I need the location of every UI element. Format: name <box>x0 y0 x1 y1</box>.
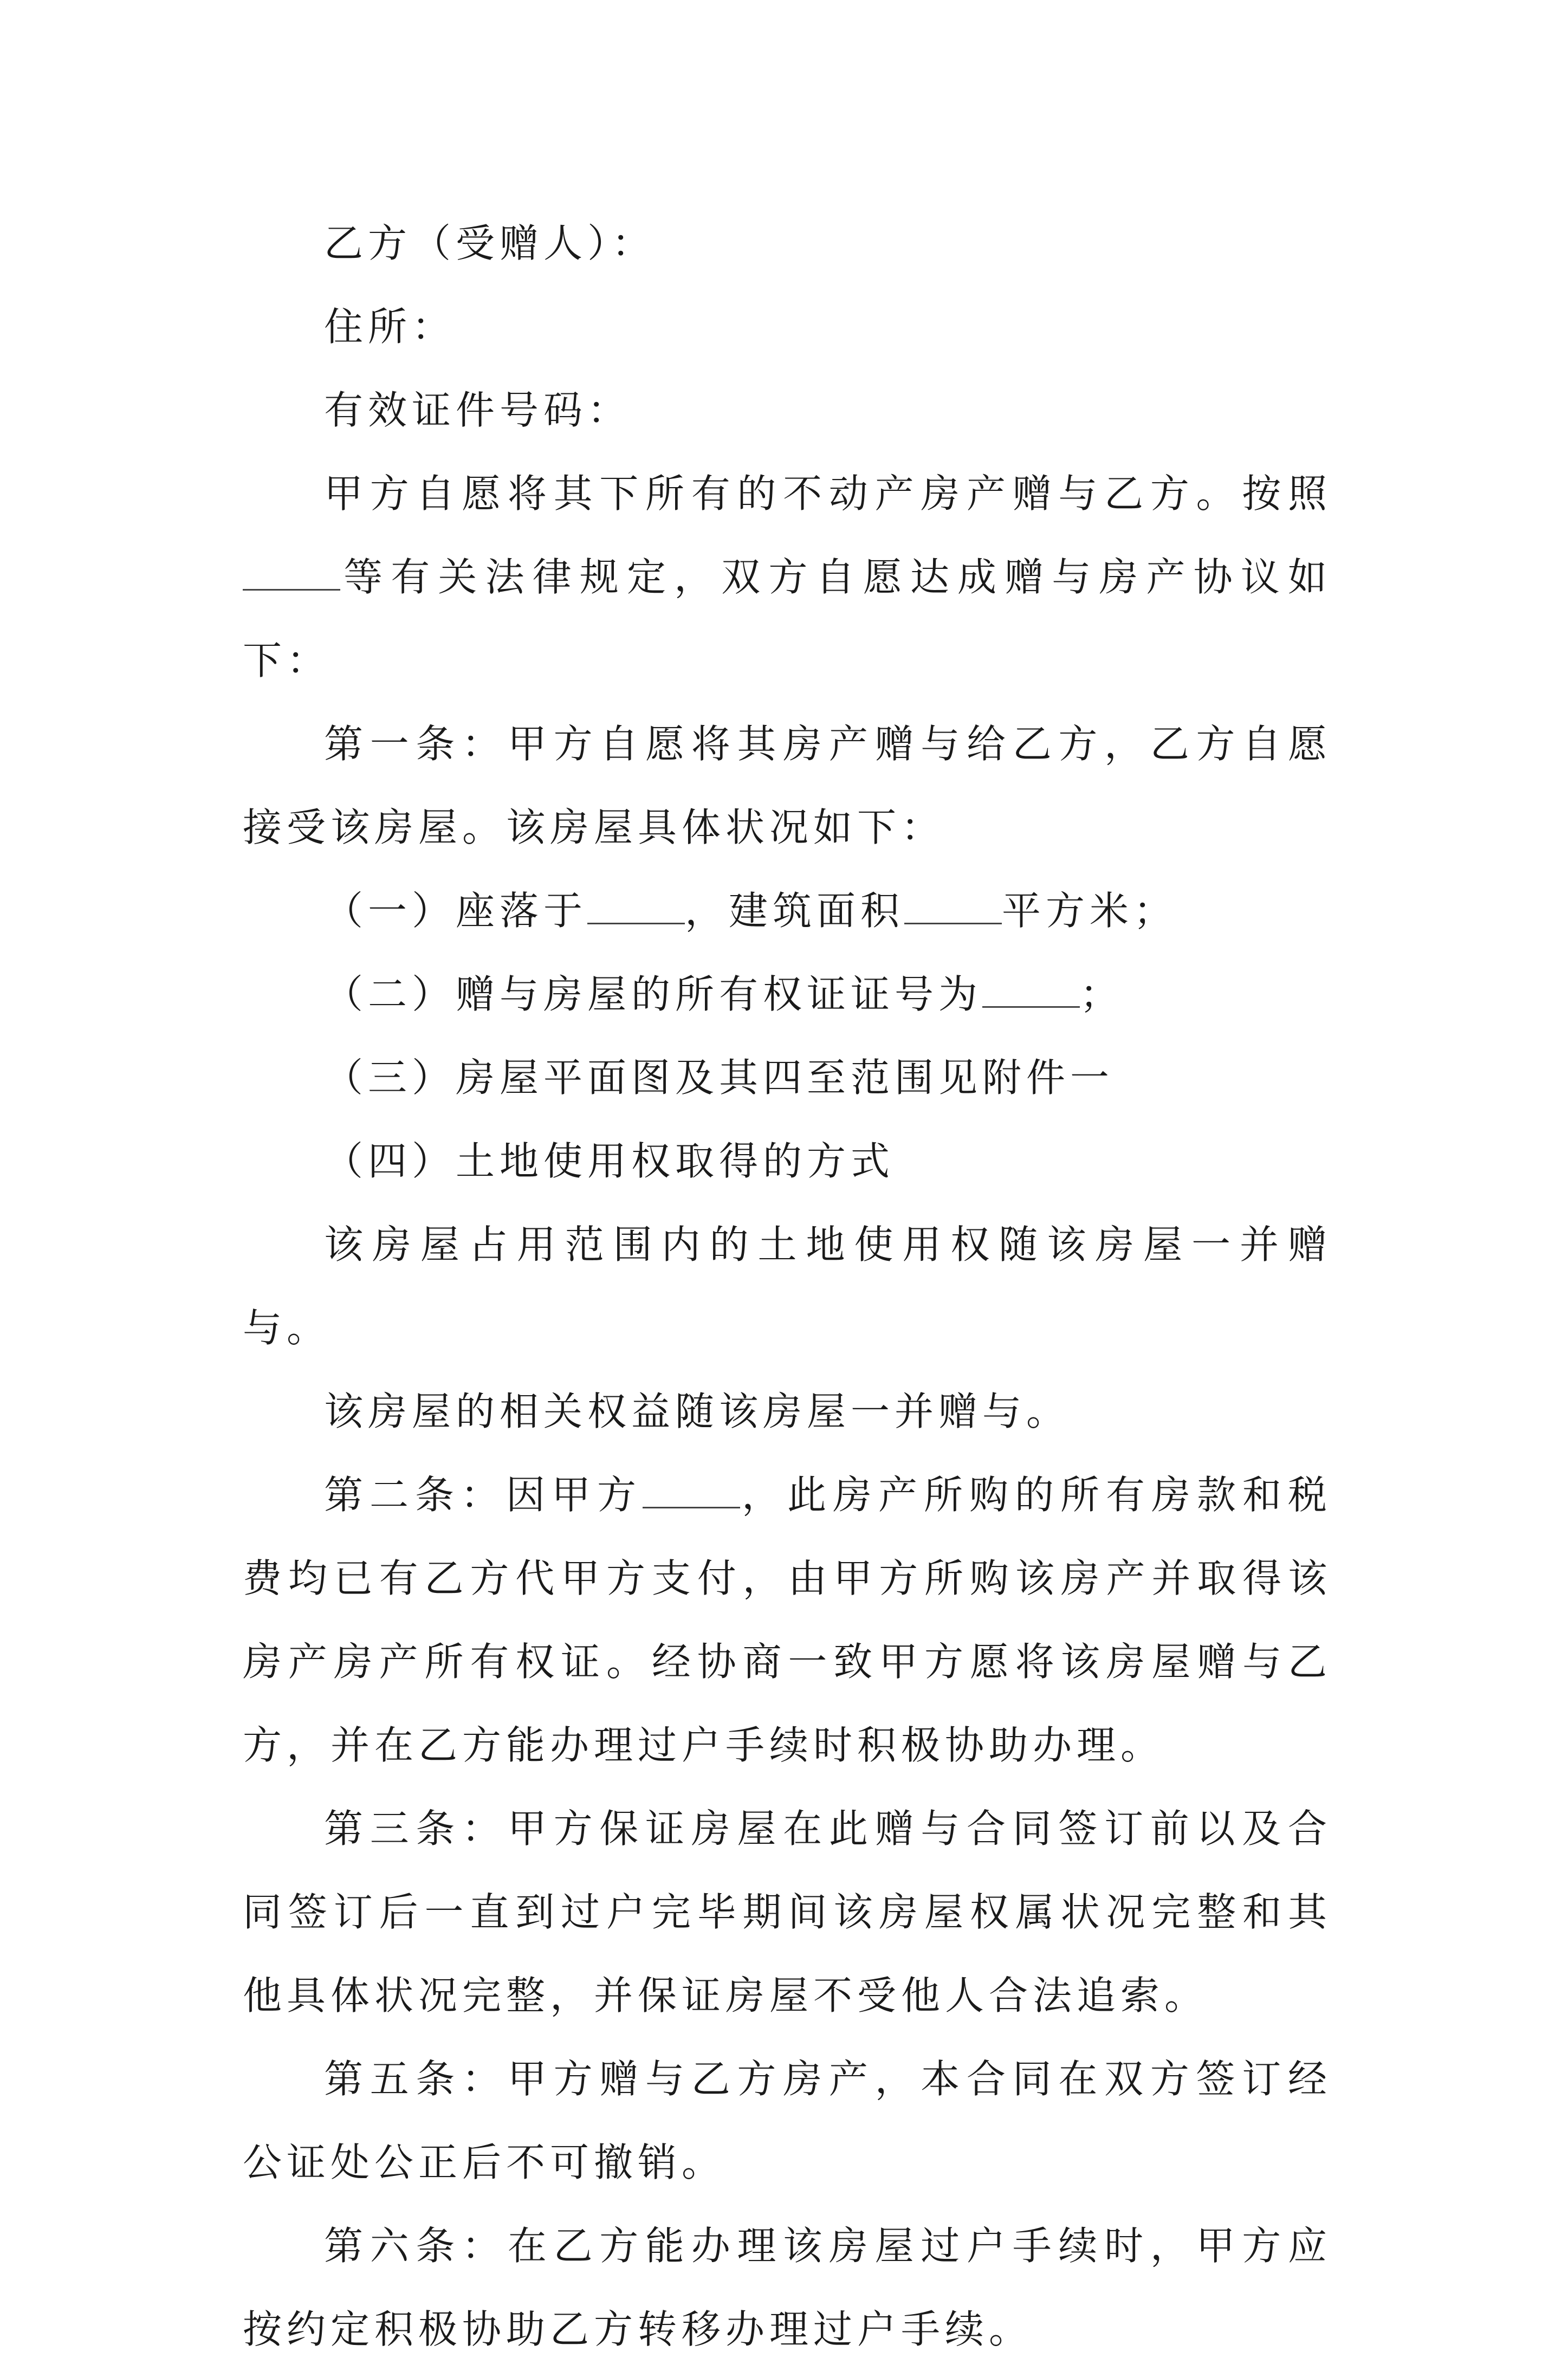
land-use-text: 该房屋占用范围内的土地使用权随该房屋一并赠与。 <box>243 1222 1332 1351</box>
address-label <box>243 285 1332 368</box>
preamble-text-a: 甲方自愿将其下所有的不动产房产赠与乙方。按照 <box>324 471 1332 516</box>
article-1-text: 第一条：甲方自愿将其房产赠与给乙方，乙方自愿接受该房屋。该房屋具体状况如下： <box>243 721 1332 850</box>
contract-body <box>243 202 1332 2371</box>
article-2-text-b: ，此房产所购的所有房款和税费均已有乙方代甲方支付，由甲方所购该房产并取得该房产房产所有权证。经协商一致甲方愿将该房屋赠与乙方，并在乙方能办理过户手续时积极协助办理。 <box>243 1472 1332 1768</box>
certificate-blank <box>982 974 1080 1008</box>
item-1-text-b: ，建筑面积 <box>685 888 905 934</box>
party-b-label <box>243 202 1332 285</box>
land-use-paragraph <box>243 1203 1332 1370</box>
rights-paragraph <box>243 1370 1332 1453</box>
item-2 <box>243 953 1332 1036</box>
rights-text: 该房屋的相关权益随该房屋一并赠与。 <box>324 1389 1071 1434</box>
law-blank <box>243 556 340 591</box>
item-2-text-a: （二）赠与房屋的所有权证证号为 <box>324 971 983 1017</box>
id-number-label <box>243 368 1332 452</box>
item-2-text-b: ； <box>1080 971 1124 1017</box>
article-2 <box>243 1453 1332 1787</box>
article-5-text: 第五条：甲方赠与乙方房产，本合同在双方签订经公证处公正后不可撤销。 <box>243 2056 1332 2185</box>
area-blank <box>904 890 1002 924</box>
item-1-text-a: （一）座落于 <box>324 888 588 934</box>
item-4 <box>243 1119 1332 1203</box>
address-text: 住所： <box>324 304 456 349</box>
article-6 <box>243 2204 1332 2371</box>
article-6-text: 第六条：在乙方能办理该房屋过户手续时，甲方应按约定积极协助乙方转移办理过户手续。 <box>243 2223 1332 2352</box>
preamble-paragraph <box>243 452 1332 702</box>
party-b-text: 乙方（受赠人）： <box>324 221 656 266</box>
id-number-text: 有效证件号码： <box>324 387 632 433</box>
article-5 <box>243 2037 1332 2204</box>
item-4-text: （四）土地使用权取得的方式 <box>324 1138 895 1184</box>
article-3 <box>243 1787 1332 2037</box>
article-1 <box>243 702 1332 869</box>
reason-blank <box>643 1474 740 1508</box>
item-1 <box>243 869 1332 953</box>
article-2-text-a: 第二条：因甲方 <box>324 1472 643 1518</box>
article-3-text: 第三条：甲方保证房屋在此赠与合同签订前以及合同签订后一直到过户完毕期间该房屋权属状况完整和其他具体状况完整，并保证房屋不受他人合法追索。 <box>243 1806 1332 2018</box>
item-3-text: （三）房屋平面图及其四至范围见附件一 <box>324 1055 1115 1100</box>
item-1-text-c: 平方米； <box>1002 888 1178 934</box>
item-3 <box>243 1036 1332 1119</box>
location-blank <box>587 890 685 924</box>
preamble-text-b: 等有关法律规定，双方自愿达成赠与房产协议如下： <box>243 554 1332 683</box>
